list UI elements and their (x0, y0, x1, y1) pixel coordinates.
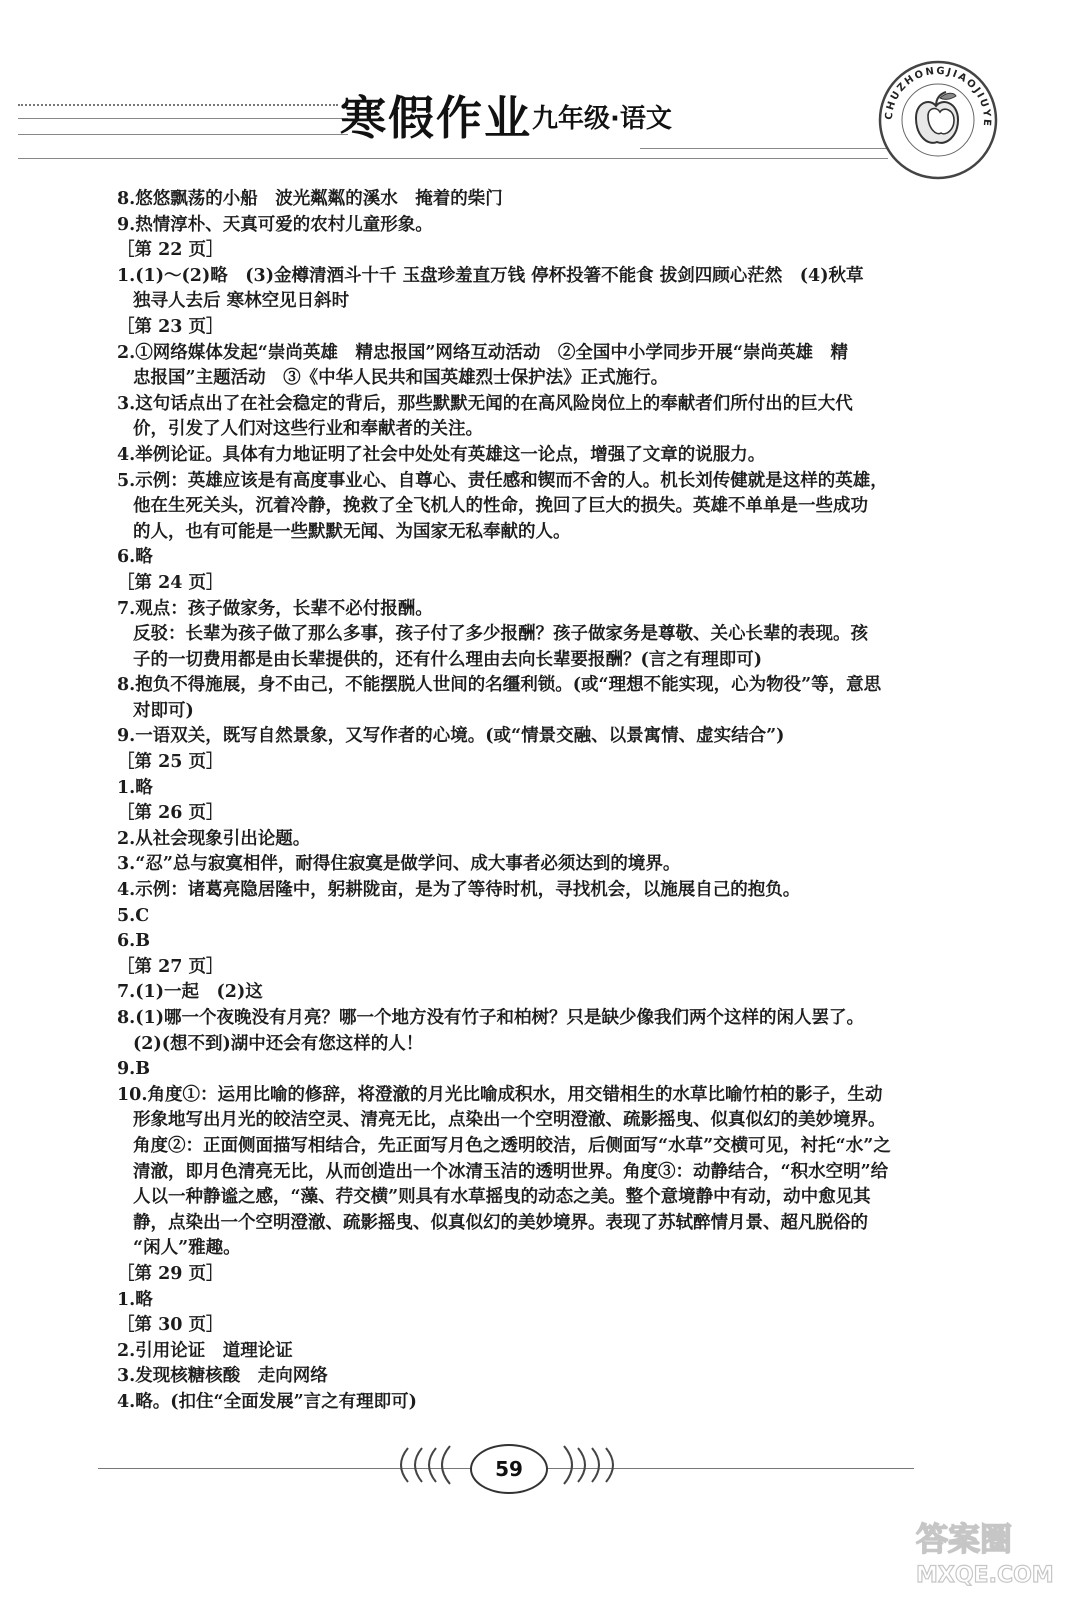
header-dotted-line (18, 104, 338, 106)
answer-line: 5.C (117, 905, 150, 926)
left-wave-ornament-icon (388, 1440, 468, 1490)
answer-line: 人以一种静谧之感，“藻、荇交横”则具有水草摇曳的动态之美。整个意境静中有动，动中愈见其 (133, 1187, 871, 1208)
header-rule (18, 158, 888, 159)
watermark-text-cn: 答案圈 (916, 1520, 1013, 1558)
answer-line: 2.①网络媒体发起“崇尚英雄 精忠报国”网络互动活动 ②全国中小学同步开展“崇尚英雄 精 (117, 342, 848, 363)
answer-line: 他在生死关头，沉着冷静，挽救了全飞机人的性命，挽回了巨大的损失。英雄不单单是一些成功 (133, 496, 868, 517)
answer-line: 清澈，即月色清亮无比，从而创造出一个冰清玉洁的透明世界。角度③：动静结合，“积水空明”给 (133, 1161, 889, 1182)
page-section-heading: ［第 24 页］ (117, 572, 224, 593)
answer-line: 8.抱负不得施展，身不由己，不能摆脱人世间的名缰利锁。(或“理想不能实现，心为物役”等，意思 (117, 675, 882, 696)
answer-line: 静，点染出一个空明澄澈、疏影摇曳、似真似幻的美妙境界。表现了苏轼醉情月景、超凡脱俗的 (133, 1212, 868, 1233)
answer-line: 反驳：长辈为孩子做了那么多事，孩子付了多少报酬？孩子做家务是尊敬、关心长辈的表现。孩 (133, 624, 868, 645)
answer-content (117, 187, 932, 1416)
logo-text: CHUZHONGJIAOJIUYE (883, 65, 993, 129)
header-rule (18, 134, 348, 135)
answer-line: 1.(1)～(2)略 (3)金樽清酒斗十千 玉盘珍羞直万钱 停杯投箸不能食 拔剑四顾心茫然 (4)秋草 (117, 265, 864, 286)
answer-line: 1.略 (117, 1289, 153, 1310)
right-wave-ornament-icon (546, 1440, 626, 1490)
answer-line: 4.略。(扣住“全面发展”言之有理即可) (117, 1391, 417, 1412)
answer-line: “闲人”雅趣。 (133, 1238, 241, 1259)
answer-line: 8.(1)哪一个夜晚没有月亮？哪一个地方没有竹子和柏树？只是缺少像我们两个这样的闲人罢了。 (117, 1008, 865, 1028)
page-section-heading: ［第 25 页］ (117, 752, 224, 773)
answer-line: 对即可) (133, 700, 194, 721)
page-section-heading: ［第 27 页］ (117, 956, 224, 977)
answer-line: 1.略 (117, 777, 153, 798)
answer-line: 9.热情淳朴、天真可爱的农村儿童形象。 (117, 214, 433, 235)
answer-line: 2.引用论证 道理论证 (117, 1340, 293, 1361)
answer-line: 子的一切费用都是由长辈提供的，还有什么理由去向长辈要报酬？(言之有理即可) (133, 649, 763, 670)
answer-line: 7.(1)一起 (2)这 (117, 982, 263, 1003)
answer-line: 4.举例论证。具体有力地证明了社会中处处有英雄这一论点，增强了文章的说服力。 (117, 444, 766, 465)
answer-line: 7.观点：孩子做家务，长辈不必付报酬。 (117, 598, 433, 619)
answer-line: (2)(想不到)湖中还会有您这样的人！ (133, 1033, 424, 1054)
page-number: 59 (470, 1444, 548, 1494)
watermark-text-url: MXQE.COM (916, 1563, 1054, 1588)
page-section-heading: ［第 29 页］ (117, 1263, 224, 1284)
page-section-heading: ［第 22 页］ (117, 240, 224, 261)
answer-line: 角度②：正面侧面描写相结合，先正面写月色之透明皎洁，后侧面写“水草”交横可见，衬托“水”之 (133, 1135, 891, 1156)
header-rule (640, 148, 890, 149)
answer-line: 的人，也有可能是一些默默无闻、为国家无私奉献的人。 (133, 521, 571, 542)
answer-line: 2.从社会现象引出论题。 (117, 828, 311, 849)
watermark-logo (910, 1510, 1060, 1590)
answer-line: 9.B (117, 1059, 151, 1080)
page-section-heading: ［第 23 页］ (117, 316, 224, 337)
page-section-heading: ［第 30 页］ (117, 1315, 224, 1336)
answer-line: 6.B (117, 931, 151, 952)
page-section-heading: ［第 26 页］ (117, 803, 224, 824)
answer-line: 价，引发了人们对这些行业和奉献者的关注。 (133, 419, 483, 440)
grade-subject: 九年级·语文 (532, 104, 672, 134)
answer-line: 10.角度①：运用比喻的修辞，将澄澈的月光比喻成积水，用交错相生的水草比喻竹柏的影子，生动 (117, 1084, 883, 1105)
answer-line: 3.这句话点出了在社会稳定的背后，那些默默无闻的在高风险岗位上的奉献者们所付出的巨大代 (117, 393, 853, 414)
answer-line: 6.略 (117, 547, 153, 568)
answer-line: 9.一语双关，既写自然景象，又写作者的心境。(或“情景交融、以景寓情、虚实结合”) (117, 726, 785, 747)
answer-line: 3.“忍”总与寂寞相伴，耐得住寂寞是做学问、成大事者必须达到的境界。 (117, 854, 681, 875)
answer-line: 形象地写出月光的皎洁空灵、清亮无比，点染出一个空明澄澈、疏影摇曳、似真似幻的美妙境界。 (133, 1110, 886, 1131)
answer-line: 3.发现核糖核酸 走向网络 (117, 1366, 328, 1387)
book-title: 寒假作业 (340, 91, 532, 145)
apple-logo-icon (876, 58, 1000, 182)
answer-line: 5.示例：英雄应该是有高度事业心、自尊心、责任感和锲而不舍的人。机长刘传健就是这样的英雄， (117, 470, 888, 491)
answer-line: 独寻人去后 寒林空见日斜时 (133, 291, 350, 312)
header-rule (18, 118, 348, 119)
answer-line: 4.示例：诸葛亮隐居隆中，躬耕陇亩，是为了等待时机，寻找机会，以施展自己的抱负。 (117, 880, 801, 901)
answer-line: 8.悠悠飘荡的小船 波光粼粼的溪水 掩着的柴门 (117, 189, 503, 209)
answer-line: 忠报国”主题活动 ③《中华人民共和国英雄烈士保护法》正式施行。 (133, 368, 669, 389)
